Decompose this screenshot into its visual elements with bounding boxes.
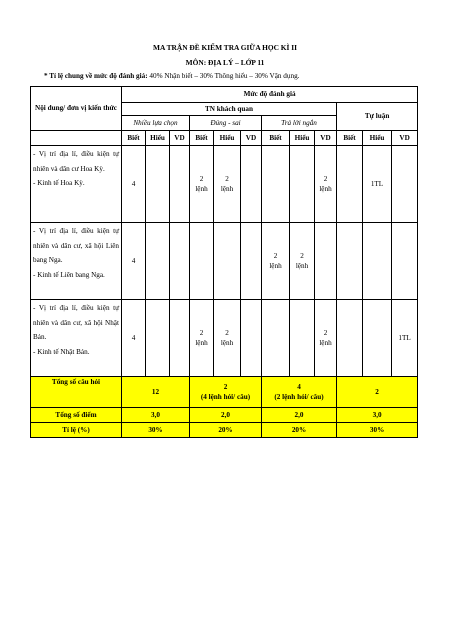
page-subtitle: MÔN: ĐỊA LÝ – LỚP 11: [185, 58, 265, 67]
header-blank: [31, 131, 122, 146]
header-muc-do: Mức độ đánh giá: [122, 87, 418, 103]
totals-value: 3,0: [122, 408, 190, 423]
content-cell: - Vị trí địa lí, điều kiện tự nhiên và dân cư, xã hội Liên bang Nga. - Kinh tế Liên bang Nga.: [31, 223, 122, 300]
matrix-cell: [262, 146, 290, 223]
header-group-true-false: Đúng - sai: [190, 116, 262, 131]
level-header: Hiểu: [290, 131, 315, 146]
totals-value: 2,0: [262, 408, 337, 423]
matrix-cell: 1TL: [392, 300, 418, 377]
matrix-cell: [241, 146, 262, 223]
matrix-cell: 2 lệnh: [190, 300, 214, 377]
header-group-mcq: Nhiều lựa chọn: [122, 116, 190, 131]
matrix-cell: [337, 223, 363, 300]
level-header: Biết: [262, 131, 290, 146]
matrix-cell: [315, 223, 337, 300]
table-row: [31, 146, 418, 223]
totals-value: 30%: [122, 423, 190, 438]
matrix-cell: [363, 223, 392, 300]
table-row: [31, 223, 418, 300]
matrix-cell: [170, 146, 190, 223]
totals-row: [31, 423, 418, 438]
matrix-cell: [290, 146, 315, 223]
page-title: MA TRẬN ĐỀ KIỂM TRA GIỮA HỌC KÌ II: [153, 43, 297, 52]
matrix-cell: [241, 223, 262, 300]
matrix-cell: 4: [122, 300, 146, 377]
totals-value: 2: [337, 377, 418, 408]
level-header: VD: [241, 131, 262, 146]
matrix-cell: [146, 146, 170, 223]
matrix-cell: [146, 223, 170, 300]
header-tn: TN khách quan: [122, 103, 337, 116]
totals-value: 20%: [262, 423, 337, 438]
matrix-cell: [392, 146, 418, 223]
table-row: [31, 300, 418, 377]
totals-value: 2,0: [190, 408, 262, 423]
level-header: Biết: [122, 131, 146, 146]
level-header: Biết: [337, 131, 363, 146]
matrix-cell: 2 lệnh: [315, 300, 337, 377]
level-header: Hiểu: [214, 131, 241, 146]
totals-value: 12: [122, 377, 190, 408]
matrix-cell: 4: [122, 146, 146, 223]
header-group-short-answer: Trả lời ngắn: [262, 116, 337, 131]
level-header: VD: [170, 131, 190, 146]
matrix-cell: 2 lệnh: [262, 223, 290, 300]
matrix-cell: 2 lệnh: [214, 300, 241, 377]
matrix-cell: [241, 300, 262, 377]
ratio-label: * Tỉ lệ chung về mức độ đánh giá:: [44, 72, 148, 80]
content-cell: - Vị trí địa lí, điều kiện tự nhiên và dân cư Hoa Kỳ. - Kinh tế Hoa Kỳ.: [31, 146, 122, 223]
level-header: Biết: [190, 131, 214, 146]
matrix-cell: [262, 300, 290, 377]
matrix-cell: [392, 223, 418, 300]
level-header: VD: [315, 131, 337, 146]
matrix-cell: 2 lệnh: [214, 146, 241, 223]
level-header: Hiểu: [363, 131, 392, 146]
totals-value: 3,0: [337, 408, 418, 423]
totals-value: 4 (2 lệnh hỏi/ câu): [262, 377, 337, 408]
totals-label: Tổng số điểm: [31, 408, 122, 423]
level-header: Hiểu: [146, 131, 170, 146]
totals-label: Tỉ lệ (%): [31, 423, 122, 438]
matrix-cell: [214, 223, 241, 300]
assessment-matrix-table: [30, 86, 418, 438]
matrix-cell: [190, 223, 214, 300]
totals-label: Tổng số câu hỏi: [31, 377, 122, 408]
matrix-cell: 2 lệnh: [315, 146, 337, 223]
header-content: Nội dung/ đơn vị kiến thức: [31, 87, 122, 131]
totals-row: [31, 408, 418, 423]
totals-value: 20%: [190, 423, 262, 438]
matrix-cell: 1TL: [363, 146, 392, 223]
content-cell: - Vị trí địa lí, điều kiện tự nhiên và dân cư, xã hội Nhật Bản. - Kinh tế Nhật Bản.: [31, 300, 122, 377]
assessment-ratio: [44, 72, 299, 80]
matrix-cell: 2 lệnh: [290, 223, 315, 300]
matrix-cell: [170, 223, 190, 300]
matrix-cell: 2 lệnh: [190, 146, 214, 223]
matrix-cell: [290, 300, 315, 377]
totals-value: 30%: [337, 423, 418, 438]
matrix-cell: [146, 300, 170, 377]
totals-row: [31, 377, 418, 408]
matrix-cell: [337, 300, 363, 377]
matrix-cell: 4: [122, 223, 146, 300]
matrix-cell: [170, 300, 190, 377]
header-tu-luan: Tự luận: [337, 103, 418, 131]
ratio-text: 40% Nhận biết – 30% Thông hiểu – 30% Vận dụng.: [149, 72, 300, 80]
matrix-cell: [337, 146, 363, 223]
matrix-cell: [363, 300, 392, 377]
level-header: VD: [392, 131, 418, 146]
totals-value: 2 (4 lệnh hỏi/ câu): [190, 377, 262, 408]
